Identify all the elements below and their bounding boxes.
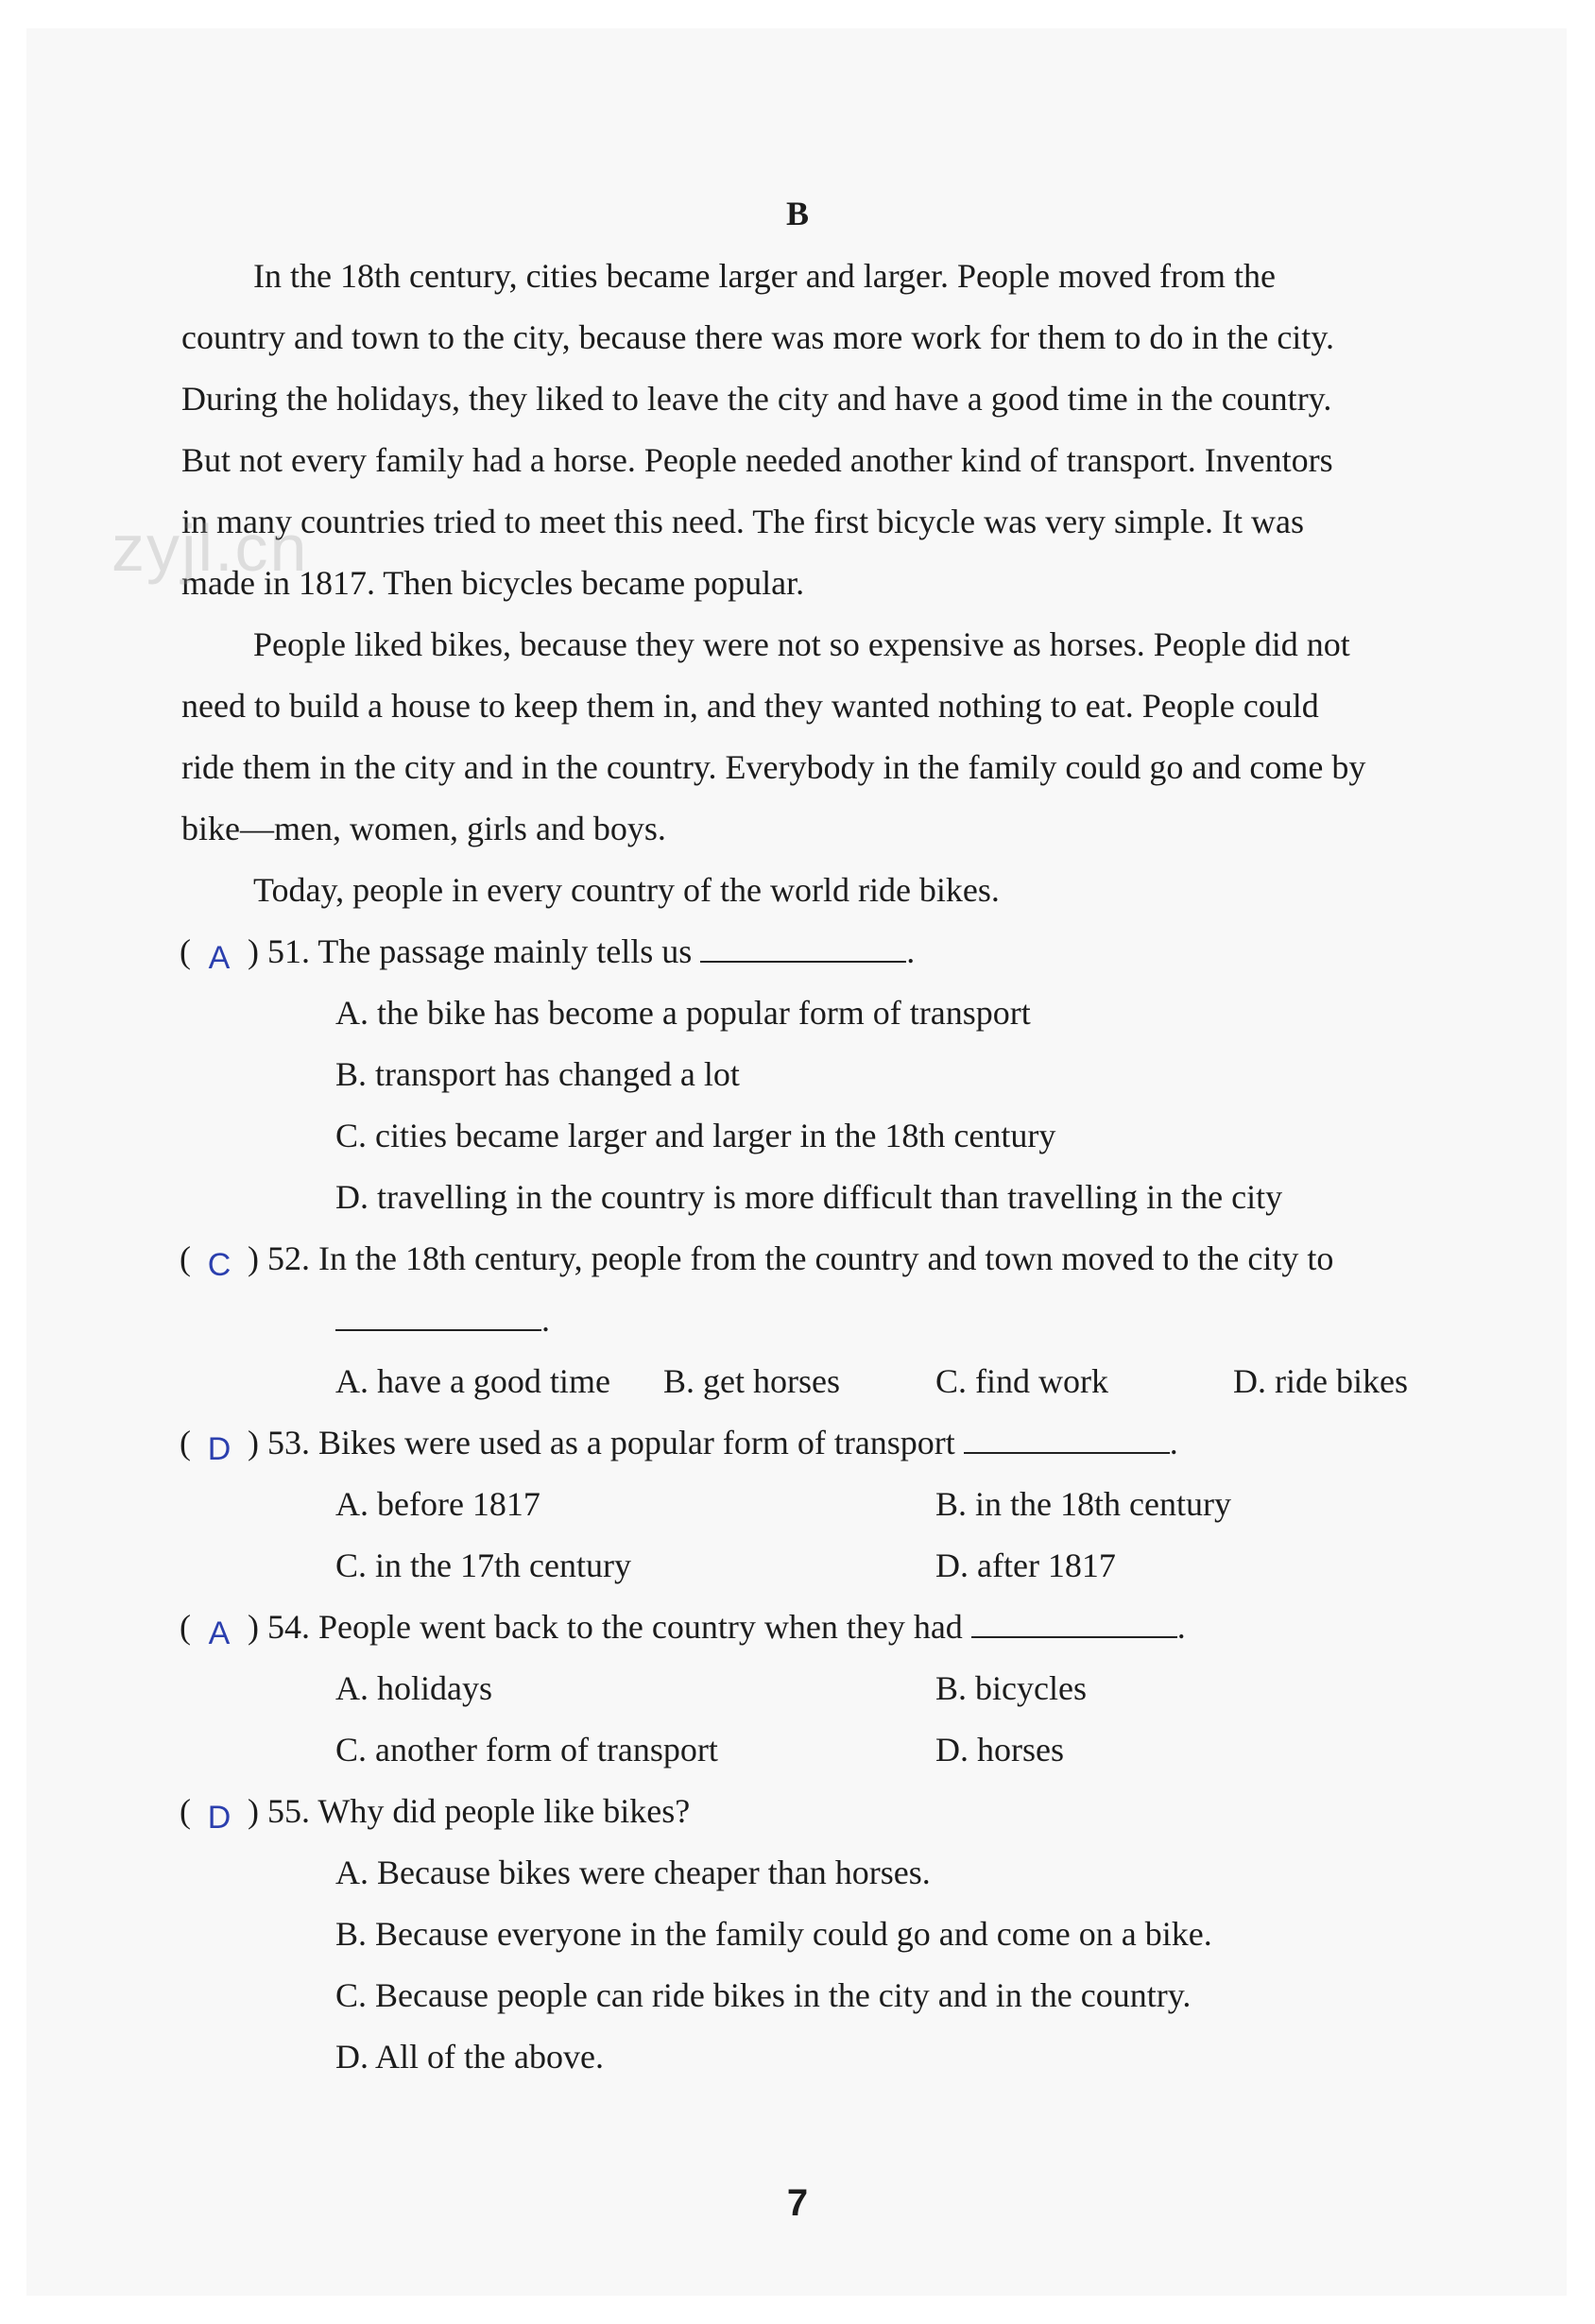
question-stem: ) 51. The passage mainly tells us <box>248 932 693 970</box>
open-paren: ( <box>180 1239 191 1277</box>
option-b: B. bicycles <box>935 1669 1087 1707</box>
answer-blank <box>700 932 906 963</box>
option-d: D. after 1817 <box>935 1546 1116 1584</box>
question-stem: ) 53. Bikes were used as a popular form of transport <box>248 1424 955 1461</box>
page-sheet <box>26 28 1567 2296</box>
option-a: A. holidays <box>335 1669 492 1707</box>
question-stem: ) 52. In the 18th century, people from the country and town moved to the city to <box>248 1239 1334 1277</box>
question-stem: ) 55. Why did people like bikes? <box>248 1792 691 1830</box>
passage-line: made in 1817. Then bicycles became popular. <box>181 564 805 602</box>
passage-line: need to build a house to keep them in, and they wanted nothing to eat. People could <box>181 687 1319 725</box>
answer-mark: C <box>207 1247 232 1283</box>
page-number: 7 <box>786 2182 809 2224</box>
answer-blank <box>335 1301 541 1331</box>
option-a: A. Because bikes were cheaper than horses. <box>335 1854 931 1891</box>
open-paren: ( <box>180 1792 191 1830</box>
option-d: D. All of the above. <box>335 2038 604 2076</box>
question-52 <box>180 1238 1334 1283</box>
option-d: D. horses <box>935 1731 1064 1769</box>
question-53: ( D ) 53. Bikes were used as a popular form of transport . <box>180 1422 1178 1464</box>
open-paren: ( <box>180 1608 191 1646</box>
option-b: B. Because everyone in the family could go and come on a bike. <box>335 1915 1212 1953</box>
question-52-blank: . <box>335 1299 550 1341</box>
section-heading: B <box>785 195 809 232</box>
passage-line: ride them in the city and in the country. Everybody in the family could go and come by <box>181 748 1366 786</box>
option-a: A. have a good time <box>335 1362 610 1400</box>
option-b: B. get horses <box>663 1362 840 1400</box>
question-55 <box>180 1790 691 1836</box>
option-d: D. travelling in the country is more difficult than travelling in the city <box>335 1178 1283 1216</box>
passage-line: in many countries tried to meet this need. The first bicycle was very simple. It was <box>181 503 1305 540</box>
answer-mark: A <box>208 940 231 976</box>
option-a: A. before 1817 <box>335 1485 540 1523</box>
answer-blank <box>964 1424 1170 1454</box>
passage-line: In the 18th century, cities became larger and larger. People moved from the <box>253 257 1276 295</box>
passage-line: bike—men, women, girls and boys. <box>181 810 666 847</box>
option-c: C. another form of transport <box>335 1731 718 1769</box>
option-c: C. Because people can ride bikes in the city and in the country. <box>335 1976 1192 2014</box>
option-c: C. in the 17th century <box>335 1546 631 1584</box>
passage-line: During the holidays, they liked to leave the city and have a good time in the country. <box>181 380 1332 418</box>
answer-mark: D <box>207 1431 232 1467</box>
passage-line: Today, people in every country of the world ride bikes. <box>253 871 1000 909</box>
passage-line: country and town to the city, because there was more work for them to do in the city. <box>181 318 1334 356</box>
passage-line: People liked bikes, because they were not so expensive as horses. People did not <box>253 625 1350 663</box>
option-c: C. cities became larger and larger in the 18th century <box>335 1117 1056 1154</box>
open-paren: ( <box>180 1424 191 1461</box>
answer-blank <box>971 1608 1177 1638</box>
option-c: C. find work <box>935 1362 1108 1400</box>
option-b: B. in the 18th century <box>935 1485 1231 1523</box>
option-d: D. ride bikes <box>1233 1362 1408 1400</box>
answer-mark: A <box>208 1615 231 1651</box>
option-b: B. transport has changed a lot <box>335 1055 740 1093</box>
option-a: A. the bike has become a popular form of transport <box>335 994 1031 1032</box>
question-54: ( A ) 54. People went back to the country when they had . <box>180 1606 1186 1649</box>
watermark-logo: zyjl.cn <box>111 511 309 585</box>
question-51: ( A ) 51. The passage mainly tells us . <box>180 931 915 973</box>
answer-mark: D <box>207 1800 232 1836</box>
question-stem: ) 54. People went back to the country when they had <box>248 1608 963 1646</box>
passage-line: But not every family had a horse. People needed another kind of transport. Inventors <box>181 441 1333 479</box>
open-paren: ( <box>180 932 191 970</box>
